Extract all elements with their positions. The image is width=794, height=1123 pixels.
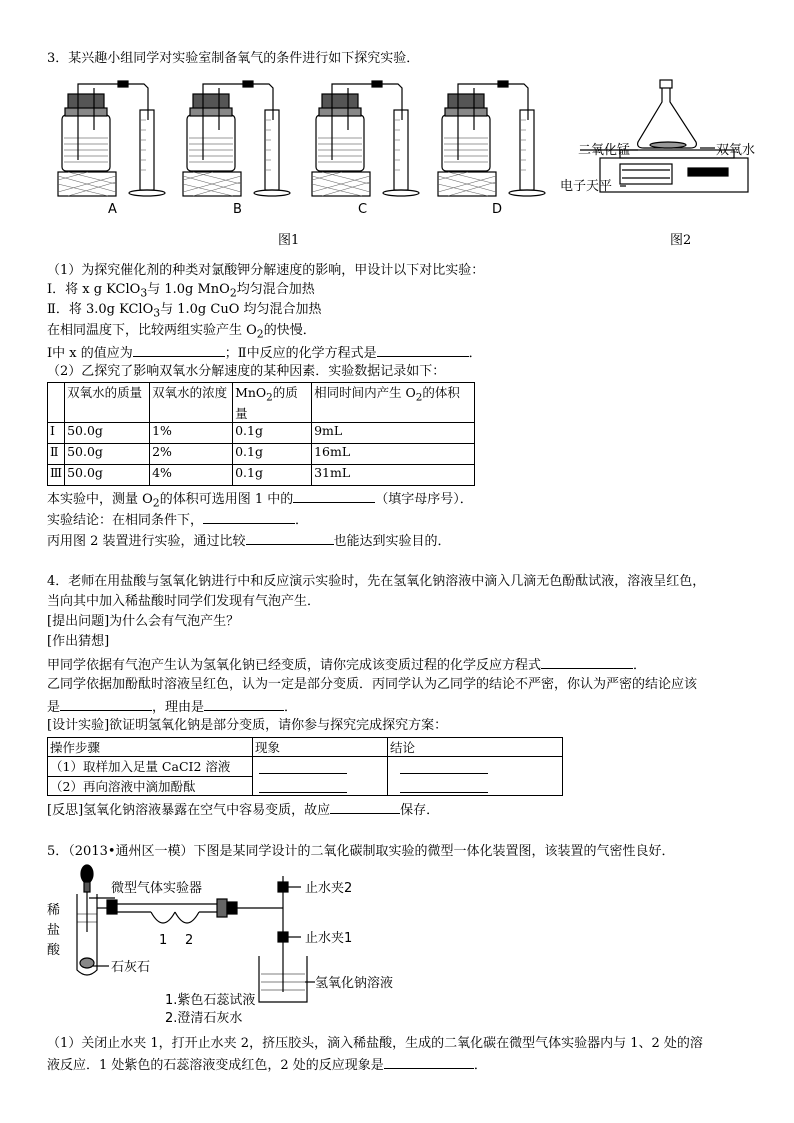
q3-data-table: [47, 382, 475, 486]
fig2-label-balance: 电子天平: [560, 179, 613, 194]
fig1-label-b: B: [233, 202, 242, 217]
fig2-label-mno2: 二氧化锰: [578, 143, 631, 158]
blank-phenomenon-2[interactable]: [259, 774, 347, 793]
fig2-label-h2o2: 双氧水: [716, 143, 756, 158]
blank-phenomenon-1[interactable]: [259, 757, 347, 774]
blank-storage[interactable]: [330, 800, 400, 814]
table-header: 双氧水的浓度: [150, 383, 233, 423]
q3-part3: 本实验中，测量 $O_2$的体积可选用图 1 中的 （填字母序号）．: [47, 489, 473, 513]
label-point-2: 2: [185, 933, 194, 948]
q4-student-a: 甲同学依据有气泡产生认为氢氧化钠已经变质，请你完成该变质过程的化学反应方程式 ．: [47, 655, 646, 675]
blank-phenomenon[interactable]: [384, 1055, 474, 1069]
table-header: 相同时间内产生 $O_2$的体积: [312, 383, 475, 423]
blank-letter[interactable]: [293, 489, 375, 503]
fig1-label-d: D: [492, 202, 503, 217]
q3-part4: 丙用图 2 装置进行实验，通过比较 也能达到实验目的．: [47, 531, 451, 551]
q3-title: 3．某兴趣小组同学对实验室制备氧气的条件进行如下探究实验．: [47, 51, 420, 66]
blank-equation-naoh[interactable]: [541, 655, 633, 669]
table-row: Ⅲ 50.0g 4% 0.1g 31mL: [48, 464, 475, 485]
blank-x-value[interactable]: [133, 343, 225, 357]
label-clip2: 止水夹2: [305, 881, 353, 896]
q4-design: [设计实验]欲证明氢氧化钠是部分变质，请你参与探究完成探究方案：: [47, 718, 448, 733]
table-row: Ⅱ 50.0g 2% 0.1g 16mL: [48, 443, 475, 464]
label-acid-1: 稀: [47, 903, 61, 918]
table-header: 操作步骤: [48, 738, 253, 757]
label-acid-3: 酸: [47, 943, 61, 958]
table-header: 双氧水的质量: [65, 383, 150, 423]
q3-part1: （1）为探究催化剂的种类对氯酸钾分解速度的影响，甲设计以下对比实验：: [47, 263, 485, 278]
figure-micro-apparatus: [47, 862, 427, 1032]
q3-part2: （2）乙探究了影响双氧水分解速度的某种因素．实验数据记录如下：: [47, 364, 446, 379]
q4-guess: [作出猜想]: [47, 634, 110, 649]
q3-conclusion: 实验结论：在相同条件下， ．: [47, 510, 308, 530]
q5-part1-b: 液反应．1 处紫色的石蕊溶液变成红色，2 处的反应现象是 ．: [47, 1055, 487, 1075]
table-header: MnO$_2$的质量: [233, 383, 312, 423]
q4-title-2: 当向其中加入稀盐酸时同学们发现有气泡产生．: [47, 594, 321, 609]
q3-part1-c: 在相同温度下，比较两组实验产生 $O_2$的快慢．: [47, 323, 316, 341]
label-limestone: 石灰石: [111, 960, 151, 975]
blank-conclusion[interactable]: [203, 510, 295, 524]
blank-reason[interactable]: [204, 697, 284, 711]
q4-plan-table: [47, 737, 563, 796]
fig1-label-c: C: [358, 202, 368, 217]
q4-student-c: 是 ，理由是 ．: [47, 697, 297, 717]
q4-student-b: 乙同学依据加酚酞时溶液呈红色，认为一定是部分变质．丙同学认为乙同学的结论不严密，你认为严密的结论应该: [47, 677, 698, 692]
q3-part1-d: Ⅰ中 x 的值应为 ；Ⅱ中反应的化学方程式是 ．: [47, 343, 482, 363]
table-row: （1）取样加入足量 CaCI2 溶液 （2）再向溶液中滴加酚酞: [48, 757, 563, 796]
q5-title: 5．（2013•通州区一模）下图是某同学设计的二氧化碳制取实验的微型一体化装置图，该装置的气密性良好．: [47, 844, 675, 859]
blank-conclusion-2[interactable]: [400, 774, 488, 793]
label-acid-2: 盐: [47, 923, 61, 938]
q4-reflect: [反思]氢氧化钠溶液暴露在空气中容易变质，故应 保存．: [47, 800, 439, 820]
fig2-caption: 图2: [670, 233, 692, 248]
q4-question: [提出问题]为什么会有气泡产生？: [47, 614, 240, 629]
q3-part1-b: Ⅱ．将 3.0g KClO$_3$与 1.0g CuO 均匀混合加热: [47, 302, 322, 320]
q3-part1-a: Ⅰ．将 x g KClO$_3$与 1.0g MnO$_2$均匀混合加热: [47, 282, 315, 300]
label-clip1: 止水夹1: [305, 931, 353, 946]
fig1-caption: 图1: [278, 233, 300, 248]
figure-2-apparatus: [560, 78, 760, 208]
legend-1: 1.紫色石蕊试液: [165, 993, 256, 1008]
blank-strict-conclusion[interactable]: [60, 697, 152, 711]
q5-part1-a: （1）关闭止水夹 1，打开止水夹 2，挤压胶头，滴入稀盐酸，生成的二氧化碳在微型气体实验器内与 1、2 处的溶: [47, 1036, 703, 1051]
label-point-1: 1: [159, 933, 168, 948]
blank-compare[interactable]: [246, 531, 334, 545]
table-header: 现象: [253, 738, 388, 757]
legend-2: 2.澄清石灰水: [165, 1011, 243, 1026]
label-naoh: 氢氧化钠溶液: [315, 976, 394, 991]
blank-conclusion-1[interactable]: [400, 757, 488, 774]
fig1-label-a: A: [108, 202, 117, 217]
figure-1-apparatus: [48, 80, 548, 230]
table-row: Ⅰ 50.0g 1% 0.1g 9mL: [48, 422, 475, 443]
q4-title-1: 4．老师在用盐酸与氢氧化钠进行中和反应演示实验时，先在氢氧化钠溶液中滴入几滴无色酚酞试液，溶液呈红色，: [47, 574, 706, 589]
table-header: 结论: [388, 738, 563, 757]
blank-equation[interactable]: [377, 343, 469, 357]
label-device: 微型气体实验器: [111, 881, 203, 896]
